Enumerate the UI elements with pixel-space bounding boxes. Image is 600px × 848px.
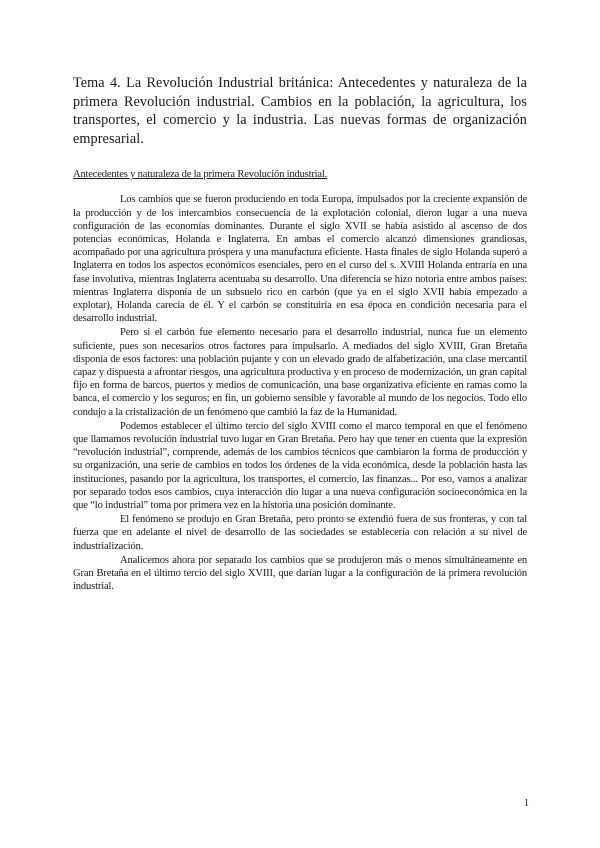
paragraph: Pero si el carbón fue elemento necesario para el desarrollo industrial, nunca fue un elemento suficiente, pues son necesarios otros factores para impulsarlo. A mediados del siglo XVIII, Gran Bretaña disponía de esos factores: una población pujante y con un elevado grado de alfabetización, una clase mercantil capaz y dispuesta a afrontar riesgos, una agricultura productiva y en proceso de modernización, un gran capital fijo en forma de barcos, puertos y medios de comunicación, una base organizativa eficiente en ramas como la banca, el comercio y los seguros; en fin, un gobierno sensible y favorable al mundo de los negocios. Todo ello condujo a la cristalización de un fenómeno que cambió la faz de la Humanidad.: [73, 327, 527, 418]
page-number: 1: [524, 798, 529, 809]
paragraph: Podemos establecer el último tercio del siglo XVIII como el marco temporal en que el fenómeno que llamamos revolución industrial tuvo lugar en Gran Bretaña. Pero hay que tener en cuenta que la expresión “revolución industrial”, comprende, además de los cambios técnicos que cambiaron la forma de producción y su organización, una serie de cambios en todos los órdenes de la vida económica, desde la población hasta las instituciones, pasando por la agricultura, los transportes, el comercio, las finanzas... Por eso, vamos a analizar por separado todos esos cambios, cuya interacción dio lugar a una nueva configuración socioeconómica en la que “lo industrial” toma por primera vez en la historia una posición dominante.: [73, 420, 527, 512]
paragraph: Los cambios que se fueron produciendo en toda Europa, impulsados por la creciente expansión de la producción y de los intercambios consecuencia de la explotación colonial, dieron lugar a una nueva configuración de las economías dominantes. Durante el siglo XVII se había asistido al ascenso de dos potencias económicas, Holanda e Inglaterra. En ambas el comercio alcanzó dimensiones grandiosas, acompañado por una agricultura próspera y una manufactura eficiente. Hasta finales de siglo Holanda superó a Inglaterra en todos los aspectos económicos esenciales, pero en el curso del s. XVIII Holanda entraría en una fase involutiva, mientras Inglaterra acentuaba su desarrollo. Una diferencia se hizo notoria entre ambos países: mientras Inglaterra disponía de un subsuelo rico en carbón (que ya en el siglo XVII había empezado a explotar), Holanda carecía de él. Y el carbón se constituiría en esa época en condición necesaria para el desarrollo industrial.: [73, 194, 527, 325]
section-heading: Antecedentes y naturaleza de la primera Revolución industrial.: [73, 169, 328, 181]
document-page: [73, 74, 527, 594]
paragraph: El fenómeno se produjo en Gran Bretaña, pero pronto se extendió fuera de sus fronteras, y con tal fuerza que en adelante el nivel de desarrollo de las sociedades se establecería con relación a su nivel de industrialización.: [73, 514, 527, 552]
paragraph: Analicemos ahora por separado los cambios que se produjeron más o menos simultáneamente en Gran Bretaña en el último tercio del siglo XVIII, que darían lugar a la configuración de la primera revolución industrial.: [73, 554, 527, 593]
document-title: Tema 4. La Revolución Industrial británica: Antecedentes y naturaleza de la primera Revolución industrial. Cambios en la población, la agricultura, los transportes, el comercio y la industria. Las nuevas formas de organización empresarial.: [73, 75, 527, 147]
